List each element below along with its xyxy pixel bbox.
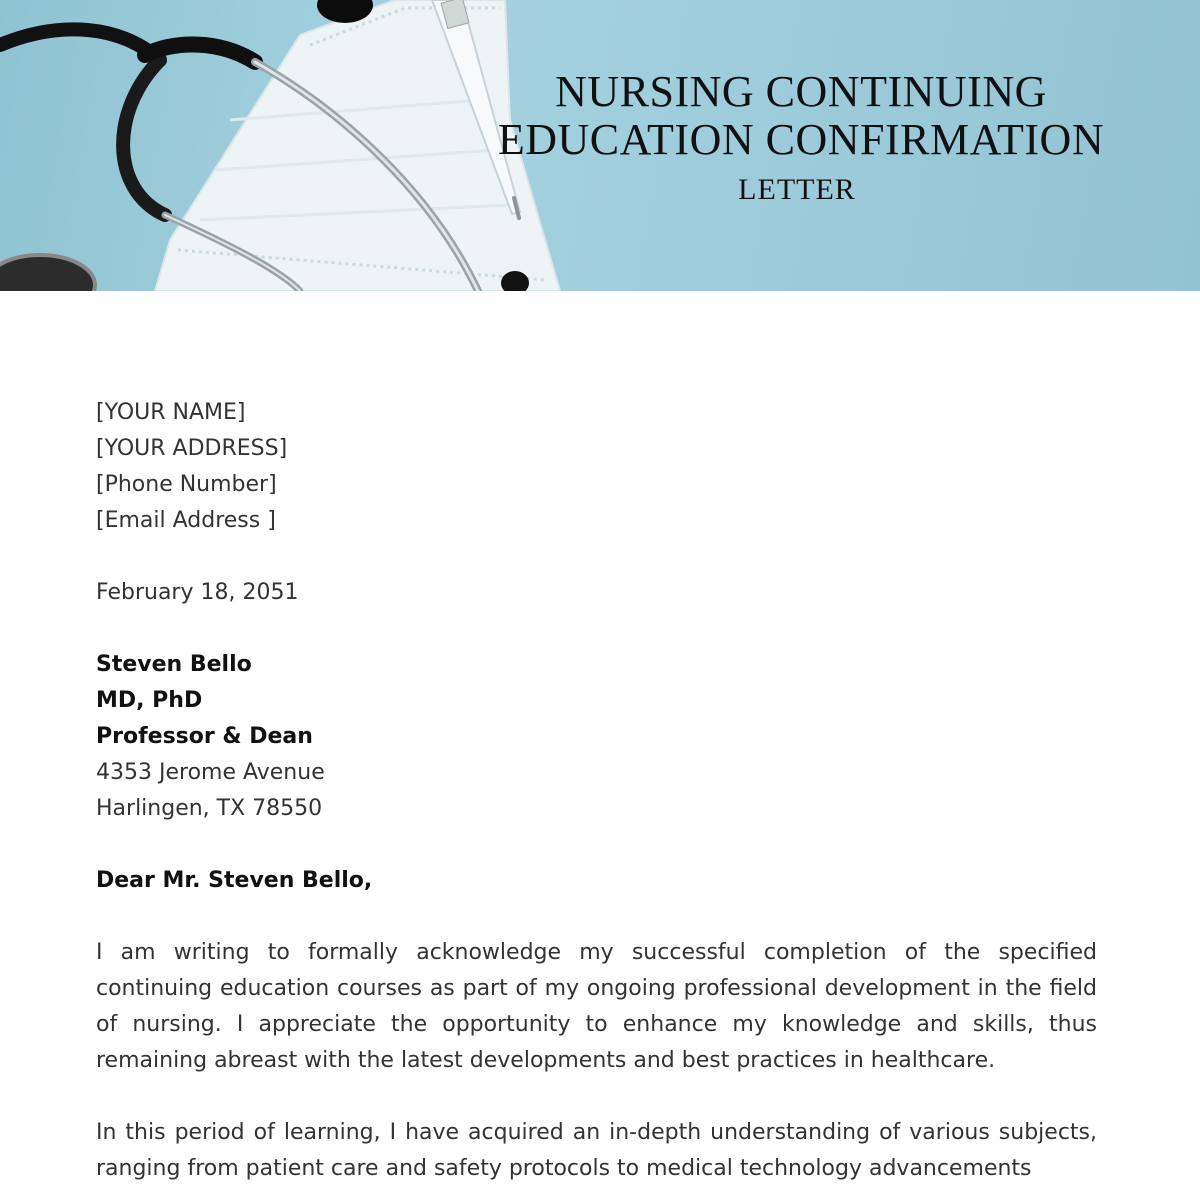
recipient-title: Professor & Dean: [96, 724, 313, 749]
salutation: Dear Mr. Steven Bello,: [96, 868, 373, 893]
title-line-2: EDUCATION CONFIRMATION: [497, 115, 1105, 164]
sender-phone: [Phone Number]: [96, 472, 277, 497]
recipient-city: Harlingen, TX 78550: [96, 796, 323, 821]
sender-block: [96, 395, 1097, 539]
salutation-block: [96, 863, 1097, 899]
recipient-credentials: MD, PhD: [96, 688, 203, 713]
recipient-block: [96, 647, 1097, 827]
title-subtitle: LETTER: [738, 173, 856, 206]
body-paragraph: I am writing to formally acknowledge my successful completion of the specified continuing education courses as part of my ongoing professional development in the field of nursing. I appreciate the opportunity to enhance my knowledge and skills, thus remaining abreast with the latest developments and best practices in healthcare.: [96, 940, 1097, 1073]
sender-name: [YOUR NAME]: [96, 400, 246, 425]
title-line-1: NURSING CONTINUING: [555, 67, 1047, 116]
recipient-street: 4353 Jerome Avenue: [96, 760, 325, 785]
document-title: [440, 68, 1162, 208]
letter-date: February 18, 2051: [96, 580, 299, 605]
letter-body: [96, 395, 1097, 1200]
date-block: [96, 575, 1097, 611]
sender-email: [Email Address ]: [96, 508, 276, 533]
recipient-name: Steven Bello: [96, 652, 252, 677]
header-banner: [0, 0, 1200, 291]
body-paragraph: In this period of learning, I have acquired an in-depth understanding of various subjects, ranging from patient care and safety protocols to medical technology advancements: [96, 1120, 1097, 1181]
sender-address: [YOUR ADDRESS]: [96, 436, 288, 461]
